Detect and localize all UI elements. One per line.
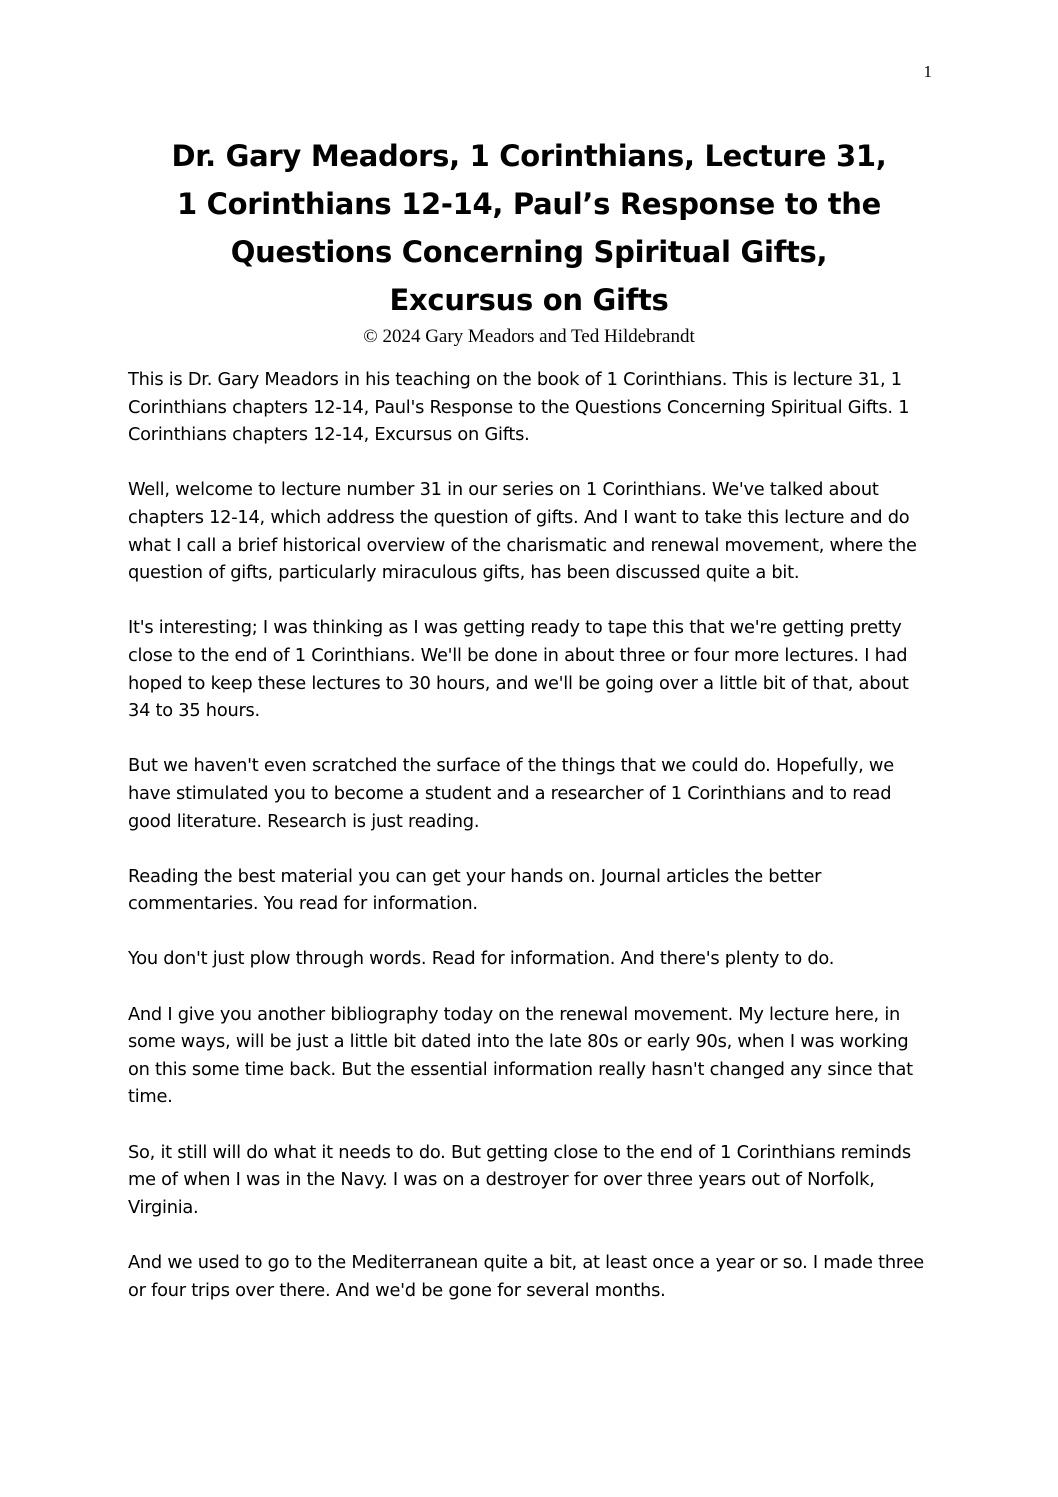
paragraph-2: Well, welcome to lecture number 31 in our series on 1 Corinthians. We've talked about chapters 12-14, which address the question of gifts. And I want to take this lecture and do what I call a brief historical overview of the charismatic and renewal movement, where the question of gifts, particularly miraculous gifts, has been discussed quite a bit. (128, 479, 917, 584)
title-line-4: Excursus on Gifts (389, 283, 669, 317)
title-line-1: Dr. Gary Meadors, 1 Corinthians, Lecture 31, (171, 139, 887, 173)
paragraph-7: And I give you another bibliography today on the renewal movement. My lecture here, in some ways, will be just a little bit dated into the late 80s or early 90s, when I was working on this some time back. But the essential information really hasn't changed any since that time. (128, 1003, 913, 1108)
paragraph-5: Reading the best material you can get your hands on. Journal articles the better commentaries. You read for information. (128, 865, 822, 915)
document-header (0, 132, 1058, 350)
paragraph-1: This is Dr. Gary Meadors in his teaching on the book of 1 Corinthians. This is lecture 31, 1 Corinthians chapters 12-14, Paul's Response to the Questions Concerning Spiritual Gifts. 1 Corinthians chapters 12-14, Excursus on Gifts. (128, 369, 910, 446)
paragraph-4: But we haven't even scratched the surface of the things that we could do. Hopefully, we have stimulated you to become a student and a researcher of 1 Corinthians and to read good literature. Research is just reading. (128, 755, 894, 832)
title-line-2: 1 Corinthians 12-14, Paul’s Response to the (176, 187, 882, 221)
paragraph-6: You don't just plow through words. Read for information. And there's plenty to do. (128, 948, 835, 970)
copyright-line: © 2024 Gary Meadors and Ted Hildebrandt (363, 326, 695, 347)
paragraph-9: And we used to go to the Mediterranean quite a bit, at least once a year or so. I made three or four trips over there. And we'd be gone for several months. (128, 1252, 924, 1301)
document-title (0, 132, 1058, 324)
paragraph-8: So, it still will do what it needs to do. But getting close to the end of 1 Corinthians reminds me of when I was in the Navy. I was on a destroyer for over three years out of Norfolk, Virginia. (128, 1141, 911, 1218)
document-body (128, 366, 928, 1332)
paragraph-3: It's interesting; I was thinking as I was getting ready to tape this that we're getting pretty close to the end of 1 Corinthians. We'll be done in about three or four more lectures. I had hoped to keep these lectures to 30 hours, and we'll be going over a little bit of that, about 34 to 35 hours. (128, 617, 909, 722)
page-number: 1 (923, 62, 932, 81)
title-line-3: Questions Concerning Spiritual Gifts, (230, 235, 828, 269)
